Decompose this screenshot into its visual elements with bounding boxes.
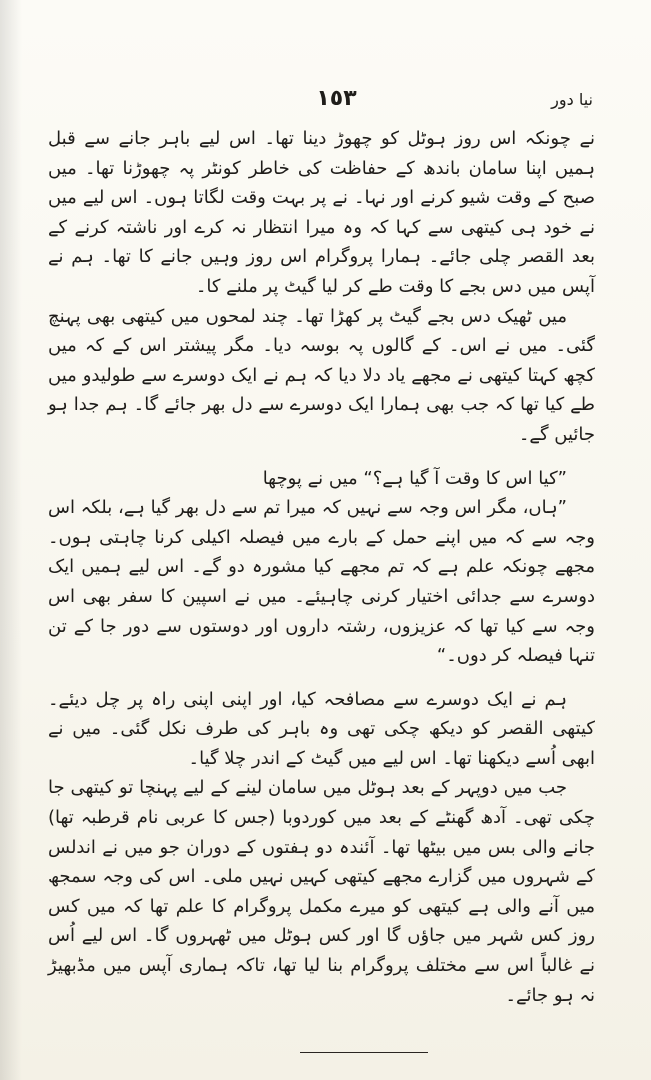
journal-name: نیا دور	[551, 90, 593, 109]
page-number: ١٥٣	[316, 86, 357, 111]
page-header	[80, 86, 593, 122]
paragraph-6: جب میں دوپہر کے بعد ہوٹل میں سامان لینے کے لیے پہنچا تو کیتھی جا چکی تھی۔ آدھ گھنٹے کے بعد میں کوردوبا (جس کا عربی نام قرطبہ تھا) جانے والی بس میں بیٹھا تھا۔ آئندہ دو ہفتوں کے دوران جو میں نے اندلس کے شہروں میں گزارے مجھے کیتھی کہیں نہیں ملی۔ اس کی وجہ سمجھ میں آنے والی ہے کیتھی کو میرے مکمل پروگرام کا علم تھا کہ میں کس روز کس شہر میں جاؤں گا اور کس ہوٹل میں ٹھہروں گا۔ اس لیے اُس نے غالباً اس سے مختلف پروگرام بنا لیا تھا، تاکہ ہماری آپس میں مڈبھیڑ نہ ہو جائے۔	[48, 777, 595, 1006]
body-text	[48, 124, 595, 1010]
paragraph-1: نے چونکہ اس روز ہوٹل کو چھوڑ دینا تھا۔ اس لیے باہر جانے سے قبل ہمیں اپنا سامان باندھ کے حفاظت کی خاطر کونٹر پہ چھوڑنا تھا۔ میں صبح کے وقت شیو کرنے اور نہا۔ نے پر بہت وقت لگاتا ہوں۔ اس لیے میں نے خود ہی کیتھی سے کہا کہ وہ میرا انتظار نہ کرے اور ناشتہ کرنے کے بعد القصر چلی جائے۔ ہمارا پروگرام اس روز وہیں جانے کا تھا۔ ہم نے آپس میں دس بجے کا وقت طے کر لیا گیٹ پر ملنے کا۔	[48, 128, 595, 297]
paragraph-5: ہم نے ایک دوسرے سے مصافحہ کیا، اور اپنی اپنی راہ پر چل دیئے۔ کیتھی القصر کو دیکھ چکی تھی وہ باہر کی طرف نکل گئی۔ میں نے ابھی اُسے دیکھنا تھا۔ اس لیے میں گیٹ کے اندر چلا گیا۔	[48, 688, 595, 769]
paragraph-3-question: ”کیا اس کا وقت آ گیا ہے؟“ میں نے پوچھا	[262, 467, 567, 489]
paragraph-4-reply: ”ہاں، مگر اس وجہ سے نہیں کہ میرا تم سے دل بھر گیا ہے، بلکہ اس وجہ سے کہ میں اپنے حمل کے بارے میں فیصلہ اکیلی کرنا چاہتی ہوں۔ مجھے چونکہ علم ہے کہ تم مجھے کیا مشورہ دو گے۔ اس لیے ہمیں ایک دوسرے سے جدائی اختیار کرنی چاہیئے۔ میں نے اسپین کا سفر بھی اس وجہ سے کیا تھا کہ عزیزوں، رشتہ داروں اور دوستوں سے دور جا کے تن تنہا فیصلہ کر دوں۔“	[48, 497, 595, 667]
section-end-rule	[300, 1052, 428, 1053]
paragraph-2: میں ٹھیک دس بجے گیٹ پر کھڑا تھا۔ چند لمحوں میں کیتھی بھی پہنچ گئی۔ میں نے اس۔ کے گالوں پہ بوسہ دیا۔ مگر پیشتر اس کے کہ میں کچھ کہتا کیتھی نے مجھے یاد دلا دیا کہ ہم نے ایک دوسرے سے طولیدو میں طے کیا تھا کہ جب بھی ہمارا ایک دوسرے سے دل بھر جائے گا۔ ہم جدا ہو جائیں گے۔	[48, 305, 595, 445]
